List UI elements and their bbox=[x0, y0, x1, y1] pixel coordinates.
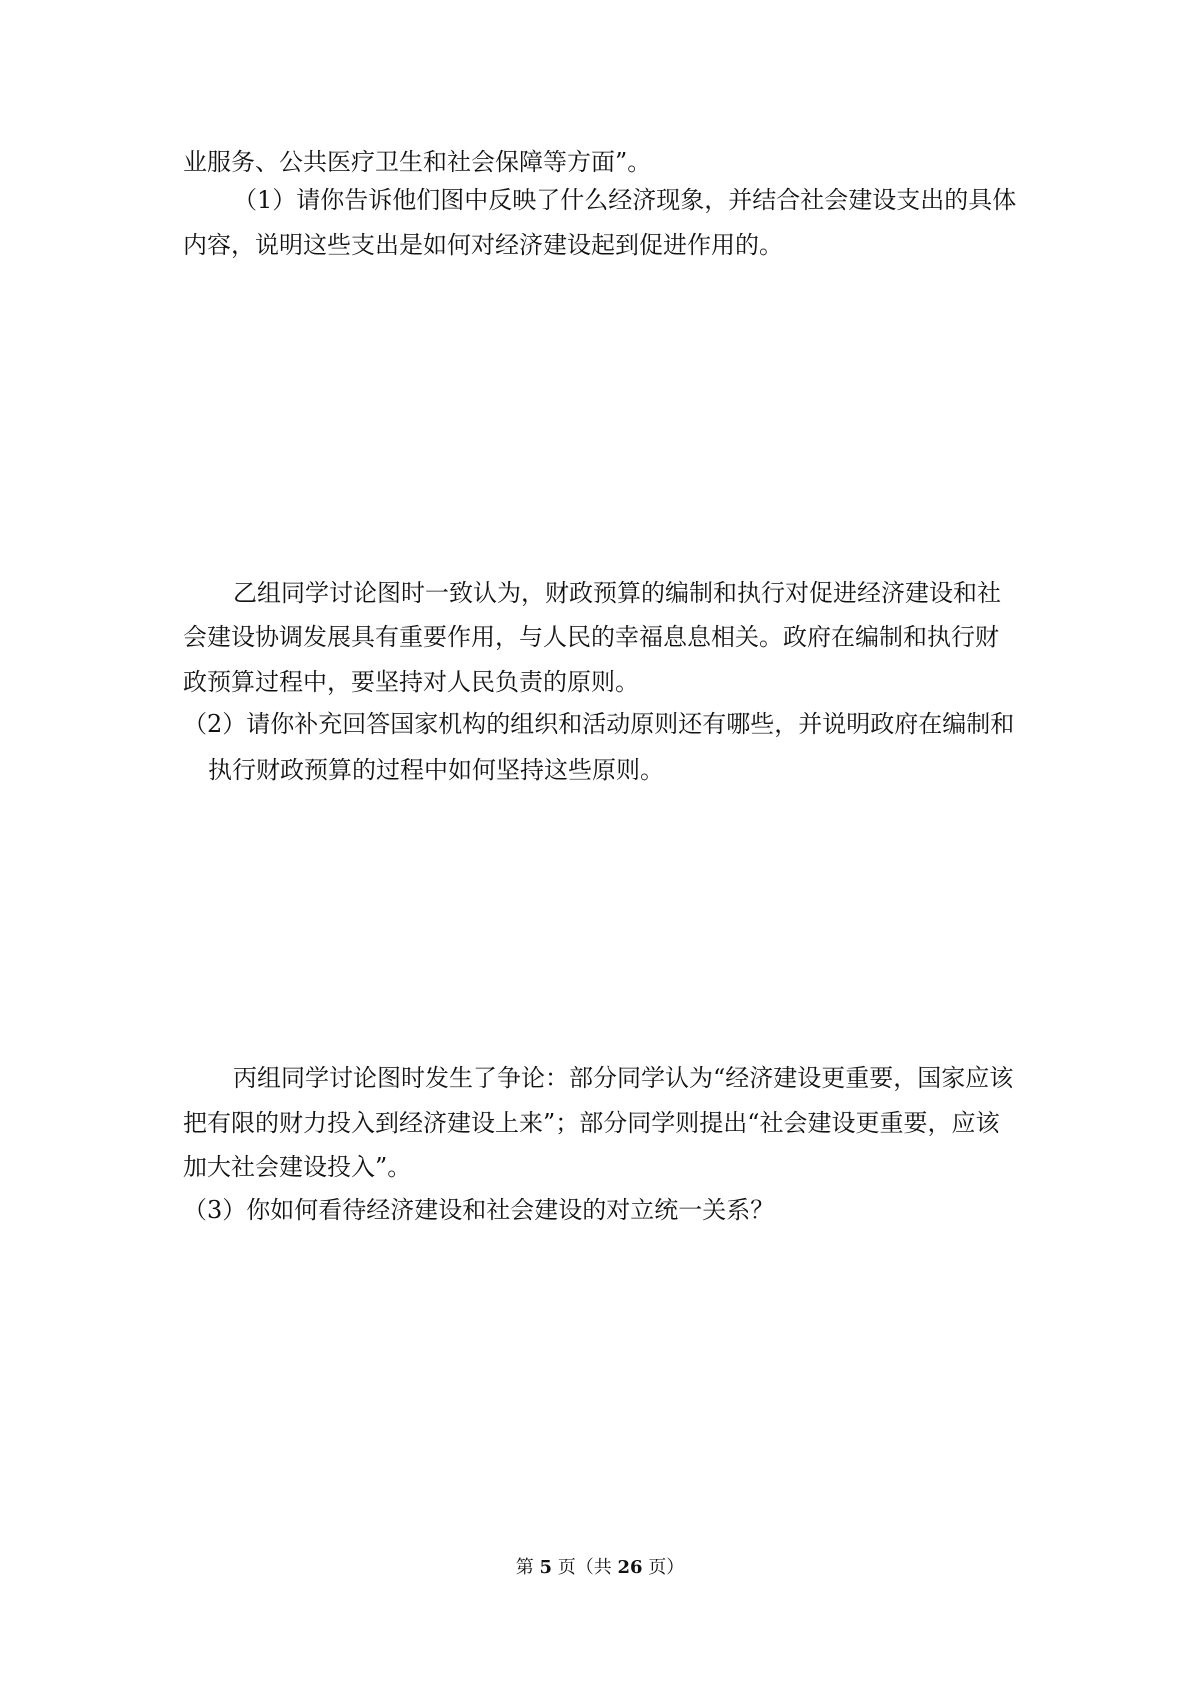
question1-line2: 内容，说明这些支出是如何对经济建设起到促进作用的。 bbox=[183, 231, 783, 259]
section2-paragraph-line2: 会建设协调发展具有重要作用，与人民的幸福息息相关。政府在编制和执行财 bbox=[183, 623, 999, 651]
footer-middle: 页（共 bbox=[557, 1557, 612, 1578]
section2-paragraph-line1: 乙组同学讨论图时一致认为，财政预算的编制和执行对促进经济建设和社 bbox=[233, 579, 1001, 607]
footer-total-pages: 26 bbox=[617, 1557, 643, 1578]
page-footer bbox=[0, 1556, 1200, 1580]
section3-paragraph-line1: 丙组同学讨论图时发生了争论：部分同学认为“经济建设更重要，国家应该 bbox=[233, 1064, 1014, 1092]
question2-line1: （2）请你补充回答国家机构的组织和活动原则还有哪些，并说明政府在编制和 bbox=[183, 710, 1015, 738]
section3-paragraph-line3: 加大社会建设投入”。 bbox=[183, 1153, 412, 1181]
question1-line1: （1）请你告诉他们图中反映了什么经济现象，并结合社会建设支出的具体 bbox=[233, 186, 1017, 214]
section1-line1: 业服务、公共医疗卫生和社会保障等方面”。 bbox=[183, 148, 652, 176]
section2-paragraph-line3: 政预算过程中，要坚持对人民负责的原则。 bbox=[183, 668, 639, 696]
question2-line2: 执行财政预算的过程中如何坚持这些原则。 bbox=[208, 756, 664, 784]
footer-suffix: 页） bbox=[648, 1557, 685, 1578]
section3-paragraph-line2: 把有限的财力投入到经济建设上来”；部分同学则提出“社会建设更重要，应该 bbox=[183, 1109, 1000, 1137]
question3-line1: （3）你如何看待经济建设和社会建设的对立统一关系？ bbox=[183, 1196, 775, 1224]
footer-prefix: 第 bbox=[515, 1557, 534, 1578]
footer-current-page: 5 bbox=[539, 1557, 552, 1578]
